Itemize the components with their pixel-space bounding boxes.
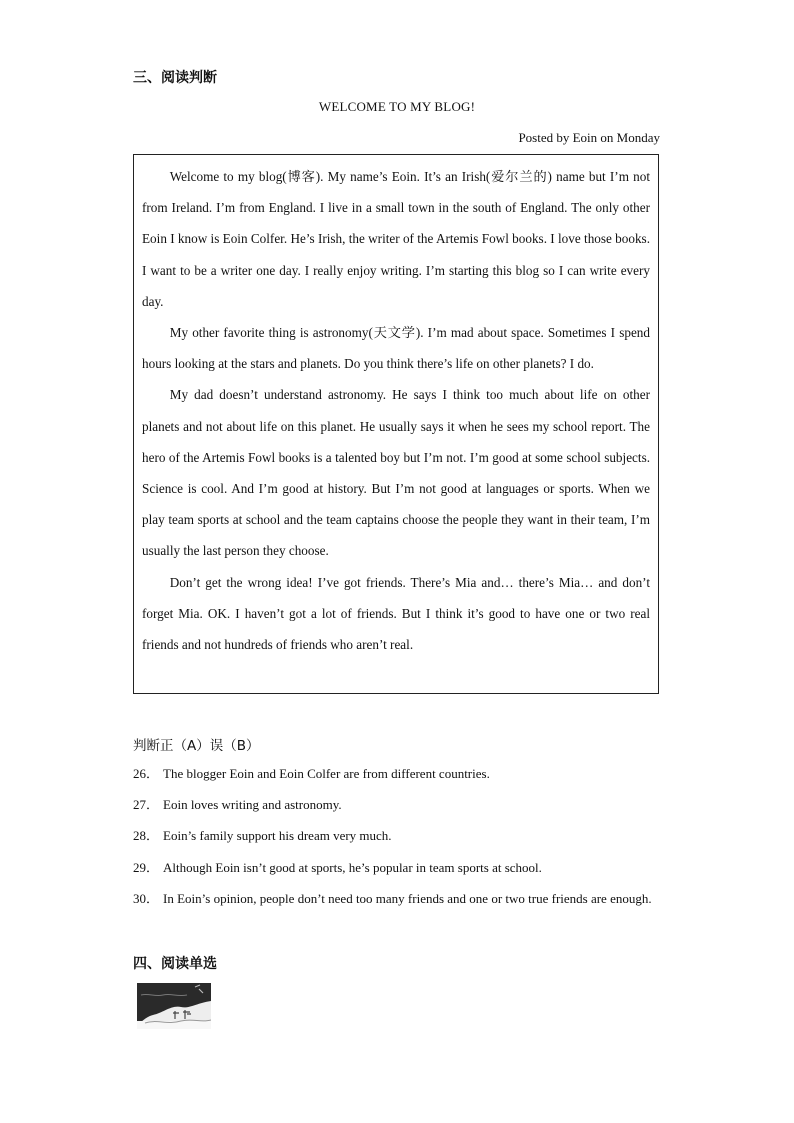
passage-image-thumbnail xyxy=(137,983,211,1029)
question-text: Eoin’s family support his dream very much. xyxy=(163,828,392,844)
question-item xyxy=(133,758,660,789)
section-heading-reading-judgement: 三、阅读判断 xyxy=(133,70,217,86)
posted-by-line: Posted by Eoin on Monday xyxy=(518,130,660,145)
question-number: 28． xyxy=(133,828,160,844)
question-item xyxy=(133,820,660,851)
question-number: 29． xyxy=(133,859,160,875)
passage-paragraph-4: Don’t get the wrong idea! I’ve got friends. There’s Mia and… there’s Mia… and don’t forget Mia. OK. I haven’t got a lot of friends. But I think it’s good to have one or two real friends and not hundreds of friends who aren’t real. xyxy=(142,574,650,653)
question-number: 26． xyxy=(133,766,160,781)
question-number: 27． xyxy=(133,797,160,813)
passage-paragraph-3: My dad doesn’t understand astronomy. He says I think too much about life on other planets and not about life on this planet. He usually says it when he sees my school report. The hero of the Artemis Fowl books is a talented boy but I’m not. I’m good at some school subjects. Science is cool. And I’m good at history. But I’m not good at languages or sports. When we play team sports at school and the team captains choose the people they want in their team, I’m usually the last person they choose. xyxy=(142,387,650,559)
blog-title: WELCOME TO MY BLOG! xyxy=(318,99,476,114)
newspaper-clipping-image xyxy=(137,983,211,1029)
judgement-instructions: 判断正（A）误（B） xyxy=(133,738,260,754)
passage-paragraph-1: Welcome to my blog(博客). My name’s Eoin. It’s an Irish(爱尔兰的) name but I’m not from Ireland. I’m from England. I live in a small town in the south of England. The only other Eoin I know is Eoin Colfer. He’s Irish, the writer of the Artemis Fowl books. I love those books. I want to be a writer one day. I really enjoy writing. I’m starting this blog so I can write every day. xyxy=(142,169,650,309)
question-text: The blogger Eoin and Eoin Colfer are from different countries. xyxy=(163,766,490,781)
question-item xyxy=(133,789,660,820)
question-list xyxy=(133,758,660,914)
question-number: 30． xyxy=(133,890,160,906)
section-heading-reading-single-choice: 四、阅读单选 xyxy=(133,956,217,972)
question-item xyxy=(133,852,660,883)
question-text: Although Eoin isn’t good at sports, he’s popular in team sports at school. xyxy=(163,859,542,875)
question-text: Eoin loves writing and astronomy. xyxy=(163,797,342,813)
question-item xyxy=(133,883,660,914)
question-text: In Eoin’s opinion, people don’t need too many friends and one or two true friends are enough. xyxy=(163,890,652,906)
passage-paragraph-2: My other favorite thing is astronomy(天文学). I’m mad about space. Sometimes I spend hours looking at the stars and planets. Do you think there’s life on other planets? I do. xyxy=(142,325,650,372)
reading-passage-box xyxy=(133,154,659,694)
